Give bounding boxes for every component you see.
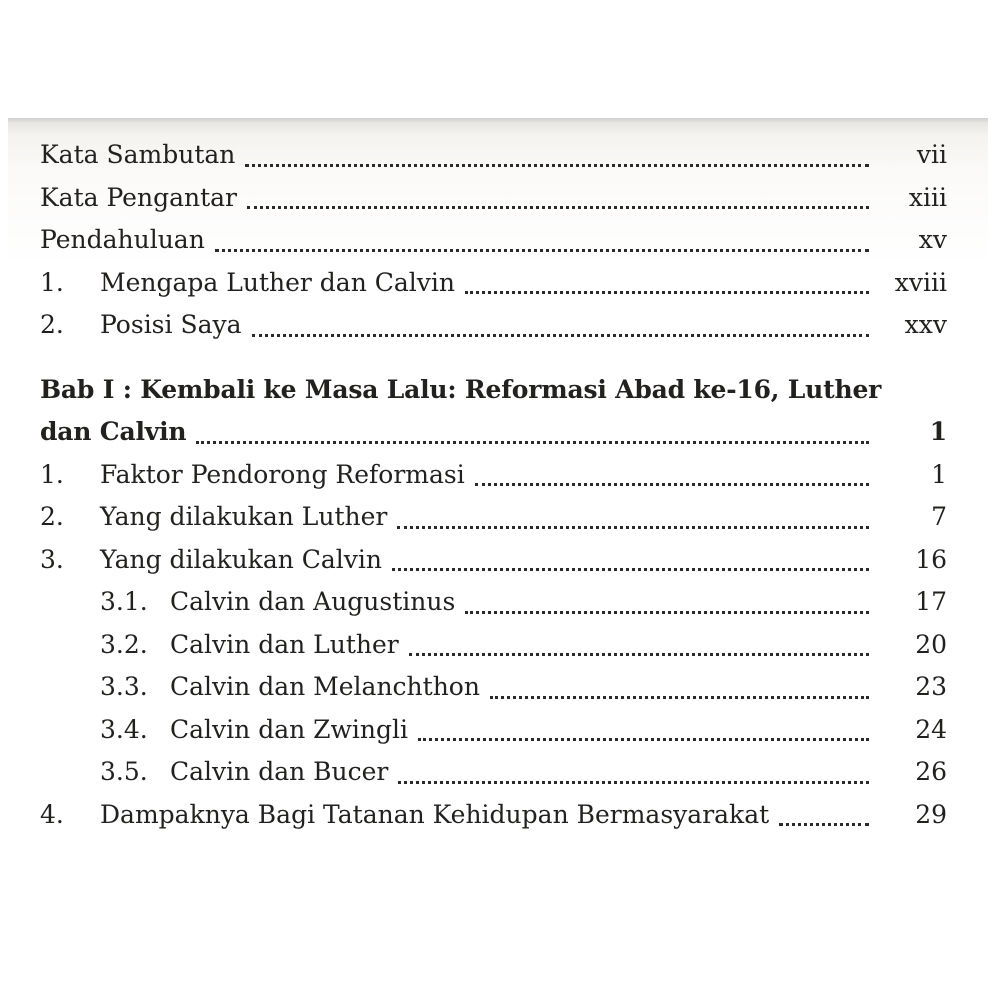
toc-entry-label: Dampaknya Bagi Tatanan Kehidupan Bermasyarakat (100, 799, 770, 829)
toc-entry (40, 539, 947, 582)
dot-leader (779, 823, 869, 826)
toc-entry-page: 17 (915, 587, 947, 616)
toc-entry-label: Posisi Saya (100, 310, 242, 339)
toc-entry-number: 3.4. (100, 714, 148, 744)
toc-entry (40, 454, 947, 497)
toc-entry-number: 3.1. (100, 587, 148, 616)
chapter-heading-line2 (40, 411, 947, 454)
toc-entry-page: 26 (915, 757, 947, 786)
dot-leader (196, 441, 869, 444)
toc-entry (40, 177, 947, 220)
toc-entry (40, 624, 947, 667)
toc-entry-label: Calvin dan Zwingli (170, 714, 409, 744)
toc-entry-page: 1 (931, 459, 947, 489)
toc-entry-page: 29 (915, 799, 947, 829)
dot-leader (409, 653, 869, 656)
dot-leader (245, 164, 869, 167)
toc-entry-number: 3.3. (100, 672, 148, 701)
toc-entry (40, 304, 947, 347)
toc-entry-page: vii (916, 140, 947, 169)
dot-leader (252, 334, 869, 337)
toc-entry-label: Calvin dan Augustinus (170, 587, 456, 616)
toc-entry-page: 24 (915, 714, 947, 744)
toc-entry-label: Yang dilakukan Luther (100, 502, 388, 531)
toc-entry-number: 4. (40, 799, 64, 829)
dot-leader (215, 249, 869, 252)
toc-entry-page: xv (918, 225, 947, 254)
toc-entry-label: Calvin dan Melanchthon (170, 672, 480, 701)
toc-entry-page: 1 (929, 417, 947, 446)
dot-leader (247, 206, 869, 209)
toc-entry-label: Mengapa Luther dan Calvin (100, 267, 456, 297)
toc-entry (40, 496, 947, 539)
toc-entry (40, 709, 947, 752)
dot-leader (465, 611, 869, 614)
toc-entry-label: Faktor Pendorong Reformasi (100, 459, 465, 489)
toc-entry (40, 751, 947, 794)
chapter-heading-line1 (40, 369, 947, 412)
toc-entry (40, 219, 947, 262)
dot-leader (418, 738, 869, 741)
toc-entry-number: 1. (40, 267, 64, 297)
dot-leader (465, 291, 869, 294)
toc-entry-number: 1. (40, 459, 64, 489)
toc-entry-page: 20 (915, 629, 947, 659)
chapter-title-text: Bab I : Kembali ke Masa Lalu: Reformasi Abad ke-16, Luther (40, 374, 882, 404)
toc-entry (40, 134, 947, 177)
toc-entry-number: 3.2. (100, 629, 148, 659)
toc-entry (40, 262, 947, 305)
toc-entry-label: Yang dilakukan Calvin (100, 544, 383, 574)
chapter-title-text: dan Calvin (40, 417, 187, 446)
toc-page (8, 118, 988, 1000)
toc-entry-label: Calvin dan Bucer (170, 757, 389, 786)
toc-entry-page: 7 (931, 502, 947, 531)
toc-entry-label: Calvin dan Luther (170, 629, 399, 659)
dot-leader (490, 696, 869, 699)
toc-entry-number: 2. (40, 310, 64, 339)
toc-entry-page: xviii (894, 267, 947, 297)
toc-list (40, 134, 947, 836)
toc-entry-number: 3.5. (100, 757, 148, 786)
toc-entry-number: 3. (40, 544, 64, 574)
toc-entry-label: Kata Sambutan (40, 140, 236, 169)
toc-entry (40, 666, 947, 709)
toc-entry-page: xiii (908, 182, 947, 212)
dot-leader (475, 483, 869, 486)
dot-leader (397, 526, 869, 529)
toc-entry-number: 2. (40, 502, 64, 531)
toc-entry (40, 581, 947, 624)
toc-entry-page: xxv (904, 310, 947, 339)
toc-entry-page: 23 (915, 672, 947, 701)
toc-entry-label: Kata Pengantar (40, 182, 237, 212)
toc-entry-page: 16 (915, 544, 947, 574)
dot-leader (398, 781, 869, 784)
dot-leader (392, 568, 869, 571)
toc-entry-label: Pendahuluan (40, 225, 205, 254)
toc-entry (40, 794, 947, 837)
